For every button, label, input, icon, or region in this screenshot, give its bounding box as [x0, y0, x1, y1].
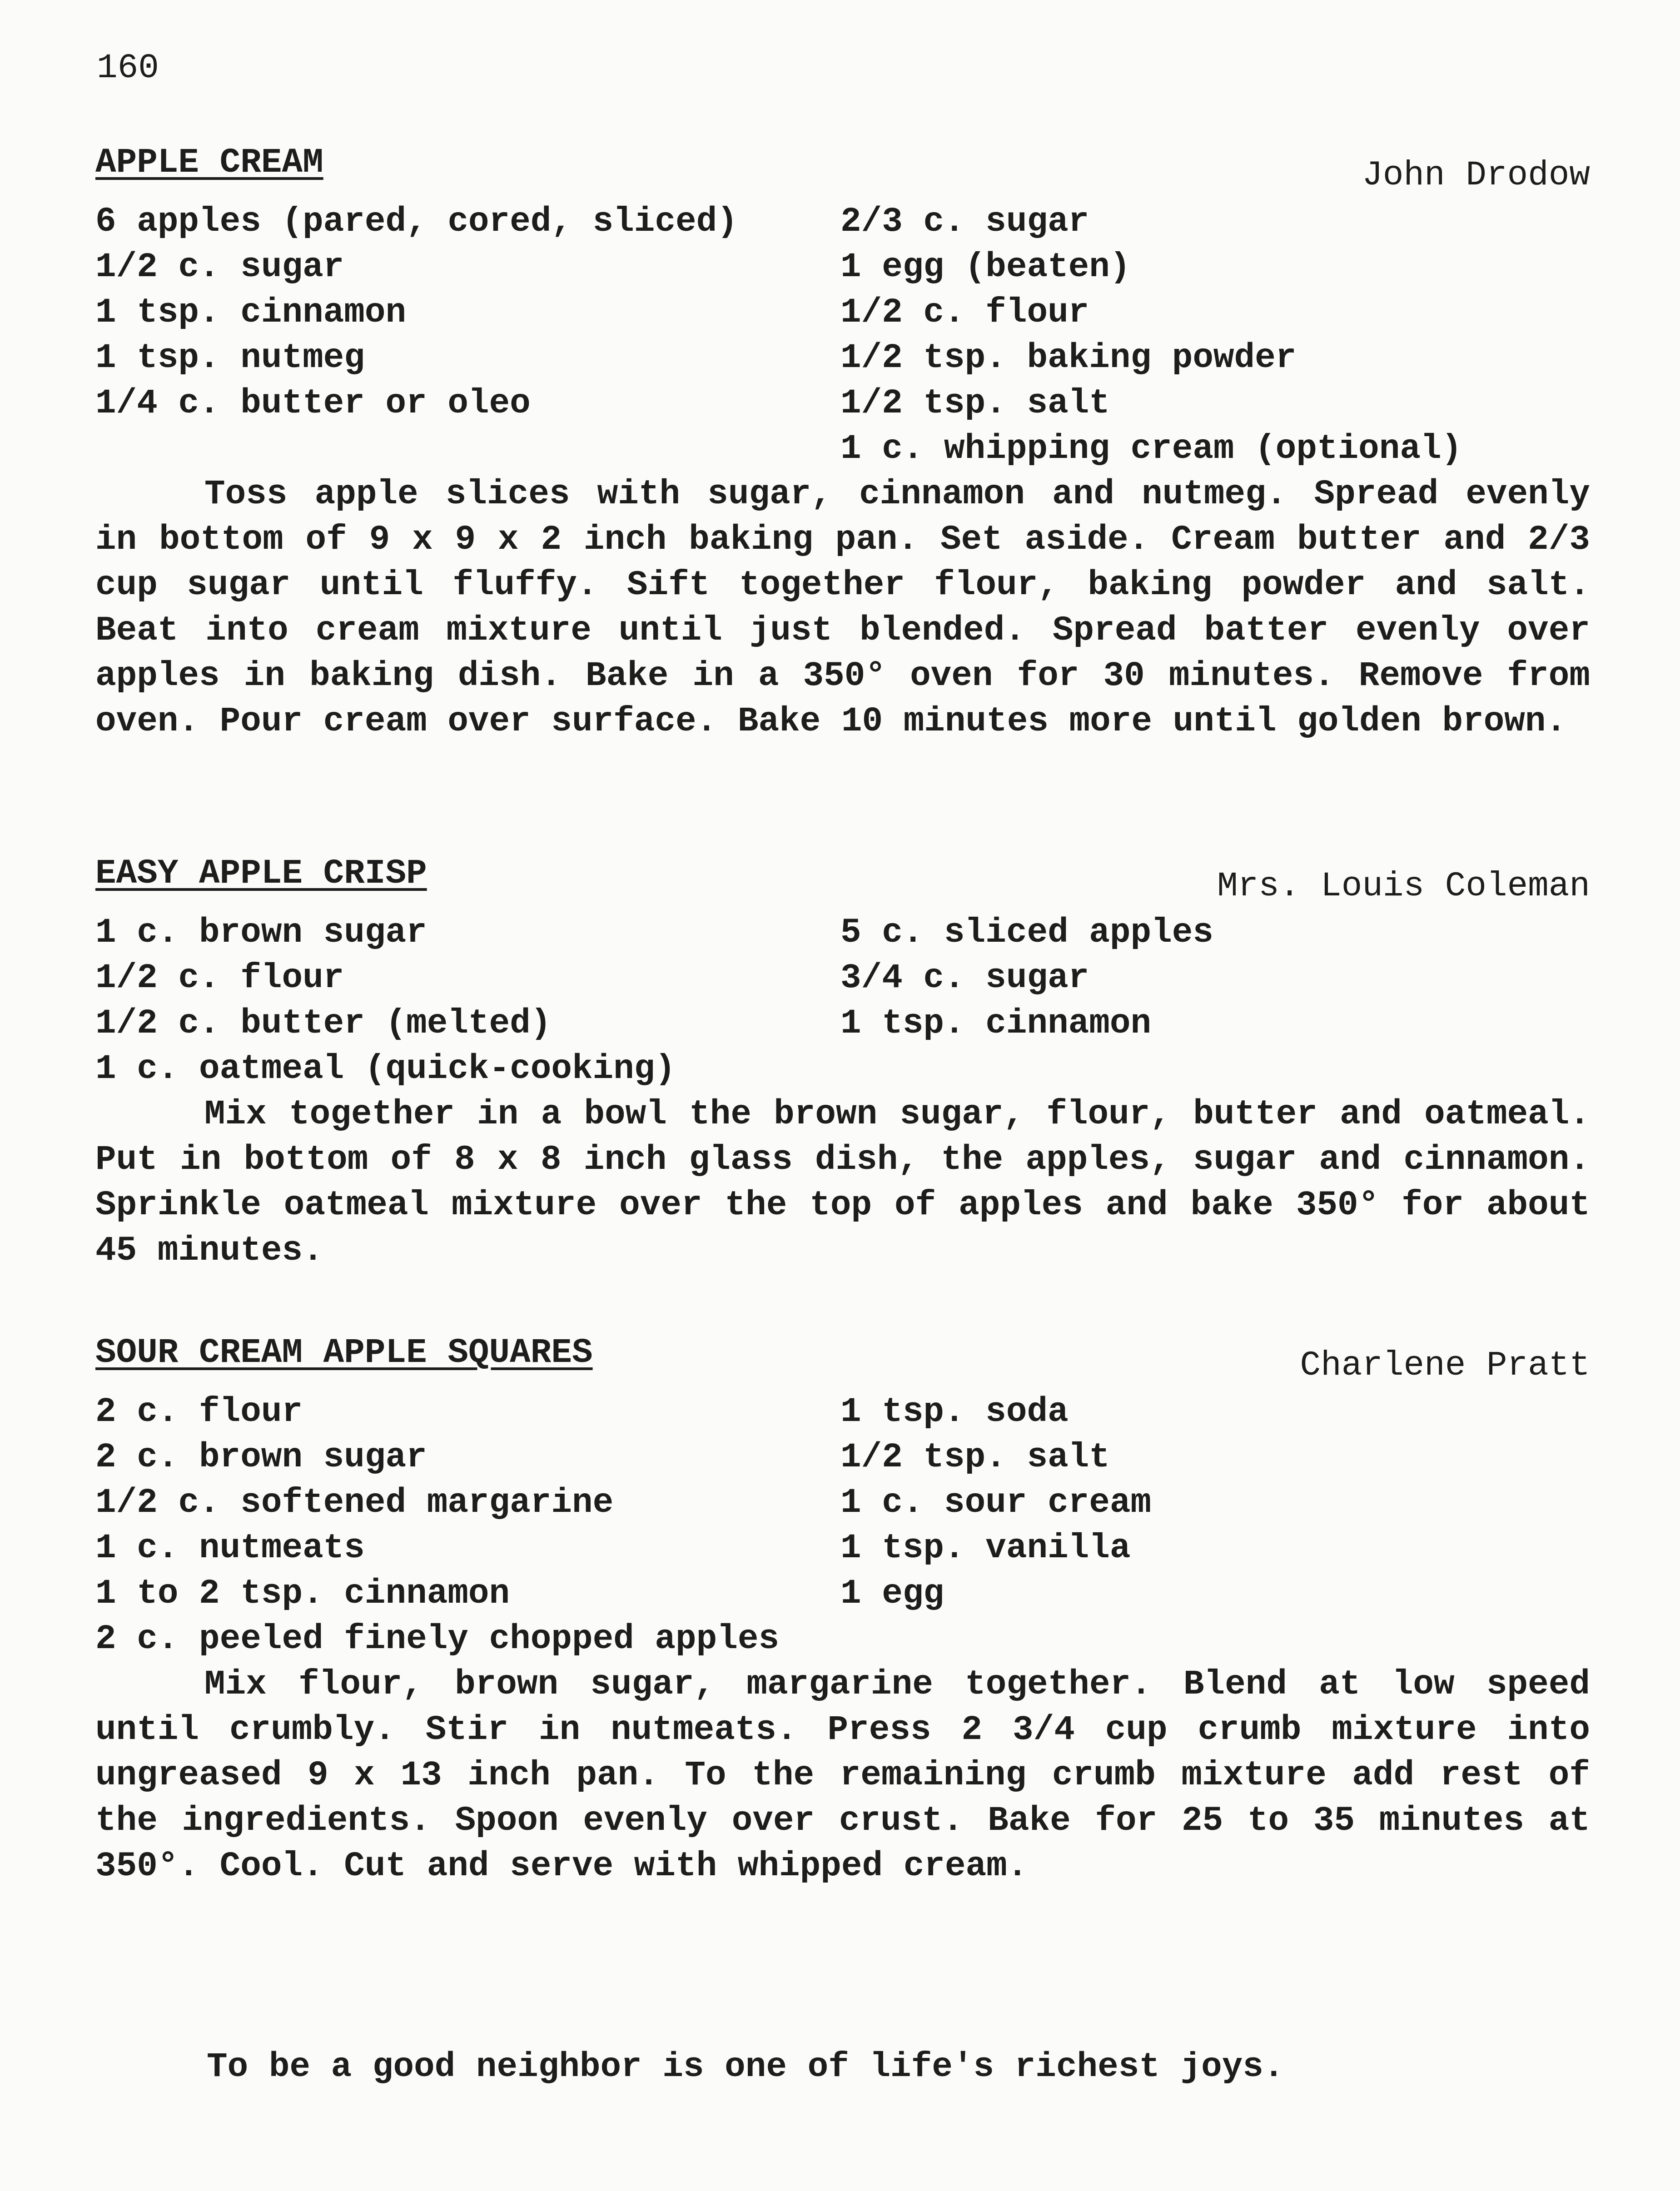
- ingredient-column-left: [95, 199, 840, 472]
- ingredient: 1 c. oatmeal (quick-cooking): [95, 1049, 676, 1088]
- ingredient-list: [95, 910, 1590, 1092]
- recipe-author: Charlene Pratt: [1300, 1346, 1590, 1385]
- recipe-sour-cream-apple-squares: [95, 1327, 1590, 1889]
- ingredient: 1 c. whipping cream (optional): [840, 429, 1462, 468]
- ingredient: 1 tsp. cinnamon: [840, 1004, 1152, 1043]
- ingredient: 1/2 c. butter (melted): [95, 1004, 552, 1043]
- ingredient-column-right: [840, 199, 1590, 472]
- ingredient: 1 to 2 tsp. cinnamon: [95, 1574, 510, 1613]
- ingredient: 1 c. brown sugar: [95, 913, 427, 952]
- recipe-easy-apple-crisp: [95, 847, 1590, 1273]
- ingredient: 6 apples (pared, cored, sliced): [95, 202, 738, 241]
- ingredient: 1 tsp. soda: [840, 1392, 1069, 1431]
- recipe-author: John Drodow: [1362, 156, 1590, 195]
- ingredient: 1 c. nutmeats: [95, 1529, 365, 1568]
- ingredient-list: [95, 199, 1590, 472]
- ingredient: 2 c. peeled finely chopped apples: [95, 1620, 780, 1659]
- ingredient: 1/2 tsp. salt: [840, 384, 1110, 423]
- recipe-directions: Mix flour, brown sugar, margarine together. Blend at low speed until crumbly. Stir in nutmeats. Press 2 3/4 cup crumb mixture into ungreased 9 x 13 inch pan. To the remaining crumb mixture add rest of the ingredients. Spoon evenly over crust. Bake for 25 to 35 minutes at 350°. Cool. Cut and serve with whipped cream.: [95, 1665, 1590, 1886]
- recipe-apple-cream: [95, 136, 1590, 744]
- ingredient: 1/4 c. butter or oleo: [95, 384, 531, 423]
- ingredient-column-right: [840, 1389, 1590, 1662]
- ingredient: 1/2 c. sugar: [95, 248, 344, 287]
- ingredient: 1 egg: [840, 1574, 944, 1613]
- recipe-title: EASY APPLE CRISP: [95, 854, 427, 893]
- ingredient: 1/2 c. softened margarine: [95, 1483, 614, 1522]
- recipe-directions: Mix together in a bowl the brown sugar, flour, butter and oatmeal. Put in bottom of 8 x 8 inch glass dish, the apples, sugar and cinnamon. Sprinkle oatmeal mixture over the top of apples and bake 350° for about 45 minutes.: [95, 1095, 1590, 1270]
- ingredient: 2 c. brown sugar: [95, 1438, 427, 1477]
- ingredient: 1/2 c. flour: [840, 293, 1089, 332]
- ingredient: 1 tsp. vanilla: [840, 1529, 1131, 1568]
- recipe-header: [95, 136, 1590, 195]
- ingredient: 1 egg (beaten): [840, 248, 1131, 287]
- ingredient: 2 c. flour: [95, 1392, 303, 1431]
- recipe-author: Mrs. Louis Coleman: [1217, 867, 1590, 906]
- recipe-title: APPLE CREAM: [95, 143, 323, 182]
- page-number: 160: [97, 49, 159, 88]
- ingredient: 5 c. sliced apples: [840, 913, 1213, 952]
- ingredient-column-left: [95, 1389, 840, 1662]
- recipe-header: [95, 1327, 1590, 1385]
- ingredient-column-right: [840, 910, 1590, 1092]
- ingredient-column-left: [95, 910, 840, 1092]
- closing-saying: To be a good neighbor is one of life's richest joys.: [207, 2047, 1284, 2087]
- ingredient: 1 c. sour cream: [840, 1483, 1152, 1522]
- ingredient: 1 tsp. cinnamon: [95, 293, 407, 332]
- ingredient: 1/2 c. flour: [95, 959, 344, 998]
- ingredient-list: [95, 1389, 1590, 1662]
- ingredient: 1/2 tsp. baking powder: [840, 338, 1297, 378]
- ingredient: 1/2 tsp. salt: [840, 1438, 1110, 1477]
- recipe-header: [95, 847, 1590, 906]
- recipe-directions: Toss apple slices with sugar, cinnamon and nutmeg. Spread evenly in bottom of 9 x 9 x 2 inch baking pan. Set aside. Cream butter and 2/3 cup sugar until fluffy. Sift together flour, baking powder and salt. Beat into cream mixture until just blended. Spread batter evenly over apples in baking dish. Bake in a 350° oven for 30 minutes. Remove from oven. Pour cream over surface. Bake 10 minutes more until golden brown.: [95, 475, 1590, 741]
- ingredient: 1 tsp. nutmeg: [95, 338, 365, 378]
- ingredient: 2/3 c. sugar: [840, 202, 1089, 241]
- ingredient: 3/4 c. sugar: [840, 959, 1089, 998]
- recipe-title: SOUR CREAM APPLE SQUARES: [95, 1333, 593, 1372]
